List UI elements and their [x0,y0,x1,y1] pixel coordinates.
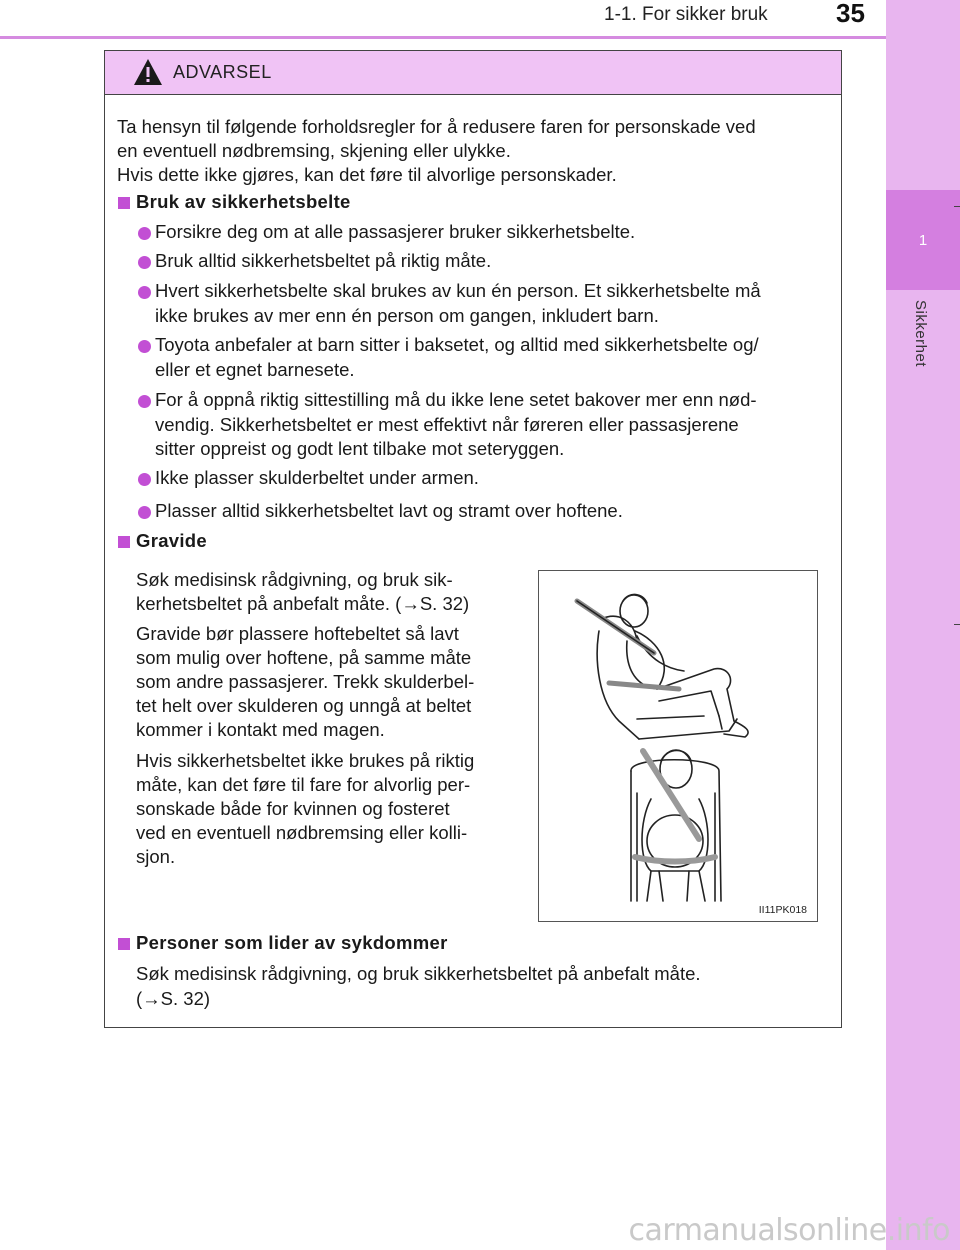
list-item: Bruk alltid sikkerhetsbeltet på riktig måte. [155,250,492,271]
section-heading-illness: Personer som lider av sykdommer [136,932,448,953]
list-item-line: vendig. Sikkerhetsbeltet er mest effektivt når føreren eller passasjerene [155,414,739,435]
list-item-line: For å oppnå riktig sittestilling må du ikke lene setet bakover mer enn nød- [155,389,757,410]
list-bullet [138,286,151,299]
list-item-line: ikke brukes av mer enn én person om gangen, inkludert barn. [155,305,659,326]
paragraph-line: som mulig over hoftene, på samme måte [136,647,472,668]
list-bullet [138,227,151,240]
warning-label: ADVARSEL [173,62,272,82]
section-heading-pregnant: Gravide [136,530,207,551]
list-item-line: eller et egnet barnesete. [155,359,355,380]
warning-intro-line-3: Hvis dette ikke gjøres, kan det føre til alvorlige personskader. [117,164,617,185]
paragraph-line: Søk medisinsk rådgivning, og bruk sik- [136,569,453,590]
list-bullet [138,473,151,486]
paragraph-line: Søk medisinsk rådgivning, og bruk sikkerhetsbeltet på anbefalt måte. [136,963,701,984]
paragraph-line: (→S. 32) [136,988,211,1009]
paragraph-line: som andre passasjerer. Trekk skulderbel- [136,671,475,692]
tab-tick-bottom [954,624,960,625]
section-bullet-square [118,536,130,548]
list-bullet [138,395,151,408]
header-divider [0,36,886,39]
figure-code: II11PK018 [758,904,807,916]
paragraph-line: måte, kan det føre til fare for alvorlig per- [136,774,471,795]
paragraph-line: kommer i kontakt med magen. [136,719,385,740]
section-title: 1-1. For sikker bruk [604,4,768,25]
list-bullet [138,256,151,269]
warning-intro-line-2: en eventuell nødbremsing, skjening eller ulykke. [117,140,511,161]
paragraph-line: tet helt over skulderen og unngå at beltet [136,695,472,716]
chapter-number: 1 [918,232,928,249]
pregnant-seatbelt-illustration [539,571,817,921]
chapter-name: Sikkerhet [912,300,929,368]
paragraph-line: kerhetsbeltet på anbefalt måte. (→S. 32) [136,593,470,614]
tab-tick-top [954,206,960,207]
paragraph-line: Gravide bør plassere hoftebeltet så lavt [136,623,459,644]
section-bullet-square [118,938,130,950]
paragraph-line: sjon. [136,846,176,867]
chapter-tab-box[interactable] [886,190,960,290]
list-bullet [138,506,151,519]
illustration-frame [538,570,818,922]
paragraph-line: sonskade både for kvinnen og fosteret [136,798,450,819]
list-item-line: sitter oppreist og godt lent tilbake mot seteryggen. [155,438,565,459]
section-heading-seatbelt: Bruk av sikkerhetsbelte [136,191,351,212]
list-item: Ikke plasser skulderbeltet under armen. [155,467,479,488]
paragraph-line: Hvis sikkerhetsbeltet ikke brukes på riktig [136,750,475,771]
warning-intro-line-1: Ta hensyn til følgende forholdsregler for å redusere faren for personskade ved [117,116,756,137]
paragraph-line: ved en eventuell nødbremsing eller kolli- [136,822,468,843]
list-item: Plasser alltid sikkerhetsbeltet lavt og stramt over hoftene. [155,500,623,521]
list-item-line: Hvert sikkerhetsbelte skal brukes av kun én person. Et sikkerhetsbelte må [155,280,761,301]
warning-header [105,51,841,95]
page-number: 35 [836,0,865,28]
list-item: Forsikre deg om at alle passasjerer bruker sikkerhetsbelte. [155,221,636,242]
list-item-line: Toyota anbefaler at barn sitter i baksetet, og alltid med sikkerhetsbelte og/ [155,334,759,355]
section-bullet-square [118,197,130,209]
list-bullet [138,340,151,353]
watermark-text: carmanualsonline.info [628,1213,950,1248]
warning-triangle-icon [133,58,163,86]
chapter-side-tab [886,0,960,1250]
